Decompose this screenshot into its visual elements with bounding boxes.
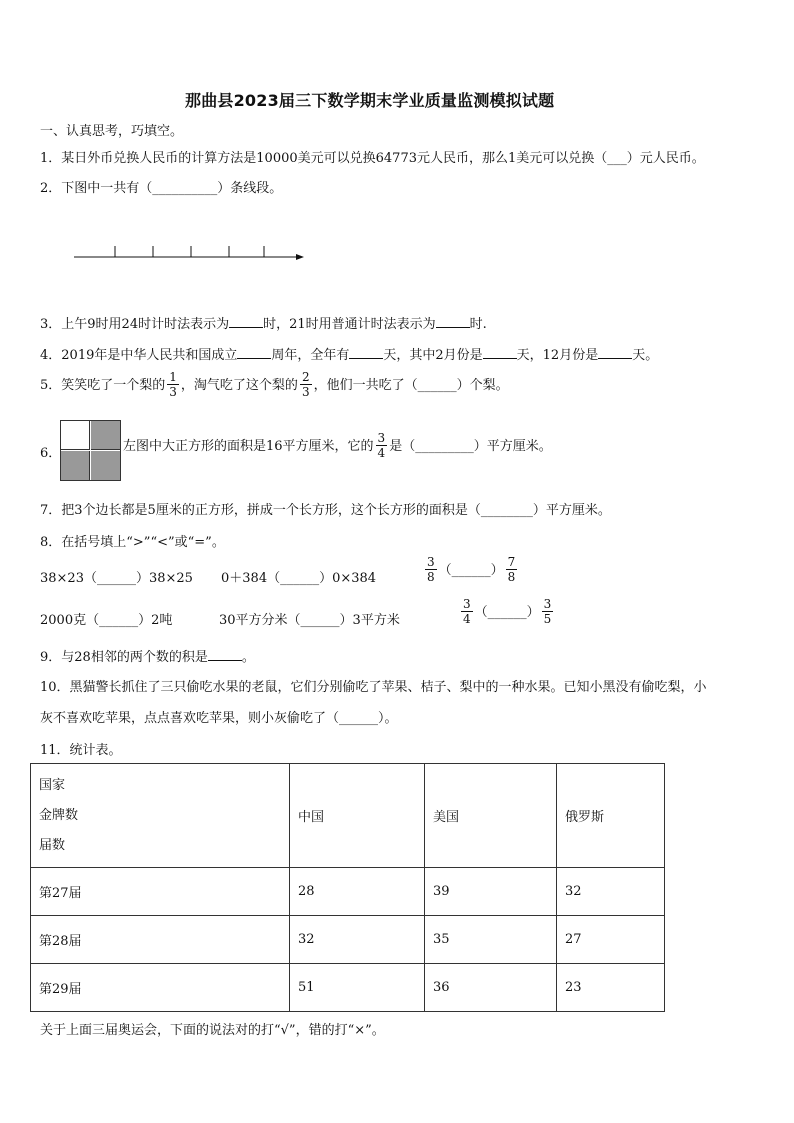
numerator: 3 bbox=[427, 555, 435, 569]
section-heading: 一、认真思考，巧填空。 bbox=[40, 124, 184, 139]
compare-blank[interactable]: （______） bbox=[438, 563, 504, 578]
q8-item-1: 38×23（______）38×25 bbox=[40, 571, 193, 586]
denominator: 5 bbox=[543, 612, 552, 626]
answer-blank[interactable] bbox=[483, 346, 517, 359]
corner-line: 金牌数 bbox=[39, 807, 79, 823]
table-cell: 32 bbox=[290, 916, 425, 964]
row-label: 第28届 bbox=[31, 916, 290, 964]
question-3 bbox=[40, 313, 487, 332]
q5-text-c: ，他们一共吃了（______）个梨。 bbox=[313, 378, 509, 393]
numerator: 3 bbox=[377, 431, 386, 445]
table-row bbox=[31, 868, 665, 916]
fraction bbox=[167, 370, 179, 399]
q8-item-4: 2000克（______）2吨 bbox=[40, 613, 173, 628]
q8-item-3 bbox=[423, 556, 519, 585]
question-4 bbox=[40, 344, 658, 363]
table-cell: 27 bbox=[557, 916, 665, 964]
table-cell: 28 bbox=[290, 868, 425, 916]
q9-text-b: 。 bbox=[241, 650, 255, 665]
segment-figure bbox=[72, 244, 312, 264]
footer-instruction: 关于上面三届奥运会，下面的说法对的打“√”，错的打“×”。 bbox=[40, 1023, 385, 1038]
question-7: 7．把3个边长都是5厘米的正方形，拼成一个长方形，这个长方形的面积是（________）平方厘米。 bbox=[40, 503, 611, 518]
question-6-number: 6． bbox=[40, 446, 62, 461]
answer-blank[interactable] bbox=[598, 346, 632, 359]
question-11: 11．统计表。 bbox=[40, 743, 122, 758]
q3-text-b: 时，21时用普通计时法表示为 bbox=[263, 317, 436, 332]
table-row bbox=[31, 964, 665, 1012]
q5-text-b: ，淘气吃了这个梨的 bbox=[180, 378, 298, 393]
square-cell-white bbox=[61, 421, 90, 450]
question-2: 2．下图中一共有（__________）条线段。 bbox=[40, 181, 283, 196]
fraction bbox=[461, 597, 473, 626]
q4-text-d: 天，12月份是 bbox=[516, 348, 599, 363]
fraction bbox=[300, 370, 312, 399]
numerator: 7 bbox=[507, 555, 516, 569]
table-header-row bbox=[31, 764, 665, 868]
q8-item-2: 0＋384（______）0×384 bbox=[221, 571, 377, 586]
numerator: 2 bbox=[301, 370, 310, 384]
numerator: 1 bbox=[169, 370, 177, 384]
answer-blank[interactable] bbox=[229, 315, 263, 328]
question-5 bbox=[40, 371, 509, 400]
fraction bbox=[506, 555, 518, 584]
q4-text-b: 周年，全年有 bbox=[271, 348, 350, 363]
row-label: 第29届 bbox=[31, 964, 290, 1012]
answer-blank[interactable] bbox=[436, 315, 470, 328]
column-header: 中国 bbox=[290, 764, 425, 868]
corner-line: 届数 bbox=[39, 837, 66, 853]
fraction bbox=[542, 597, 554, 626]
table-cell: 39 bbox=[425, 868, 557, 916]
denominator: 3 bbox=[169, 385, 177, 399]
denominator: 3 bbox=[301, 385, 310, 399]
table-cell: 23 bbox=[557, 964, 665, 1012]
table-corner-cell bbox=[31, 764, 290, 868]
table-cell: 51 bbox=[290, 964, 425, 1012]
square-cell-shaded bbox=[61, 451, 90, 480]
q6-text-b: 是（_________）平方厘米。 bbox=[389, 439, 552, 454]
square-cell-shaded bbox=[91, 451, 120, 480]
column-header: 俄罗斯 bbox=[557, 764, 665, 868]
denominator: 4 bbox=[377, 446, 386, 460]
fraction bbox=[376, 431, 388, 460]
table-cell: 32 bbox=[557, 868, 665, 916]
q8-item-5: 30平方分米（______）3平方米 bbox=[219, 613, 400, 628]
stat-table bbox=[30, 763, 665, 1012]
q4-text-e: 天。 bbox=[632, 348, 659, 363]
question-10-line-2: 灰不喜欢吃苹果，点点喜欢吃苹果，则小灰偷吃了（______）。 bbox=[40, 711, 398, 726]
answer-blank[interactable] bbox=[237, 346, 271, 359]
denominator: 8 bbox=[507, 570, 516, 584]
q6-text-a: 左图中大正方形的面积是16平方厘米，它的 bbox=[123, 439, 374, 454]
q5-text-a: 5．笑笑吃了一个梨的 bbox=[40, 378, 166, 393]
question-8: 8．在括号填上“>”“<”或“=”。 bbox=[40, 535, 225, 550]
arrow-head-icon bbox=[296, 254, 304, 260]
q8-item-6 bbox=[459, 598, 555, 627]
square-cell-shaded bbox=[91, 421, 120, 450]
square-figure bbox=[60, 420, 121, 481]
q9-text-a: 9．与28相邻的两个数的积是 bbox=[40, 650, 208, 665]
numerator: 3 bbox=[463, 597, 471, 611]
question-1: 1．某日外币兑换人民币的计算方法是10000美元可以兑换64773元人民币，那么1美元可以兑换（___）元人民币。 bbox=[40, 151, 705, 166]
q4-text-c: 天，其中2月份是 bbox=[383, 348, 483, 363]
question-9 bbox=[40, 646, 255, 665]
corner-line: 国家 bbox=[39, 777, 66, 793]
numerator: 3 bbox=[543, 597, 552, 611]
page-title: 那曲县2023届三下数学期末学业质量监测模拟试题 bbox=[185, 91, 555, 110]
table-row bbox=[31, 916, 665, 964]
column-header: 美国 bbox=[425, 764, 557, 868]
q3-text-c: 时. bbox=[469, 317, 487, 332]
q4-text-a: 4．2019年是中华人民共和国成立 bbox=[40, 348, 238, 363]
table-cell: 36 bbox=[425, 964, 557, 1012]
row-label: 第27届 bbox=[31, 868, 290, 916]
fraction bbox=[425, 555, 437, 584]
table-cell: 35 bbox=[425, 916, 557, 964]
compare-blank[interactable]: （______） bbox=[474, 605, 540, 620]
question-6 bbox=[123, 432, 552, 461]
question-10-line-1: 10．黑猫警长抓住了三只偷吃水果的老鼠，它们分别偷吃了苹果、桔子、梨中的一种水果。已知小黑没有偷吃梨，小 bbox=[40, 680, 707, 695]
q3-text-a: 3．上午9时用24时计时法表示为 bbox=[40, 317, 230, 332]
answer-blank[interactable] bbox=[208, 648, 242, 661]
denominator: 4 bbox=[463, 612, 471, 626]
denominator: 8 bbox=[427, 570, 435, 584]
answer-blank[interactable] bbox=[349, 346, 383, 359]
